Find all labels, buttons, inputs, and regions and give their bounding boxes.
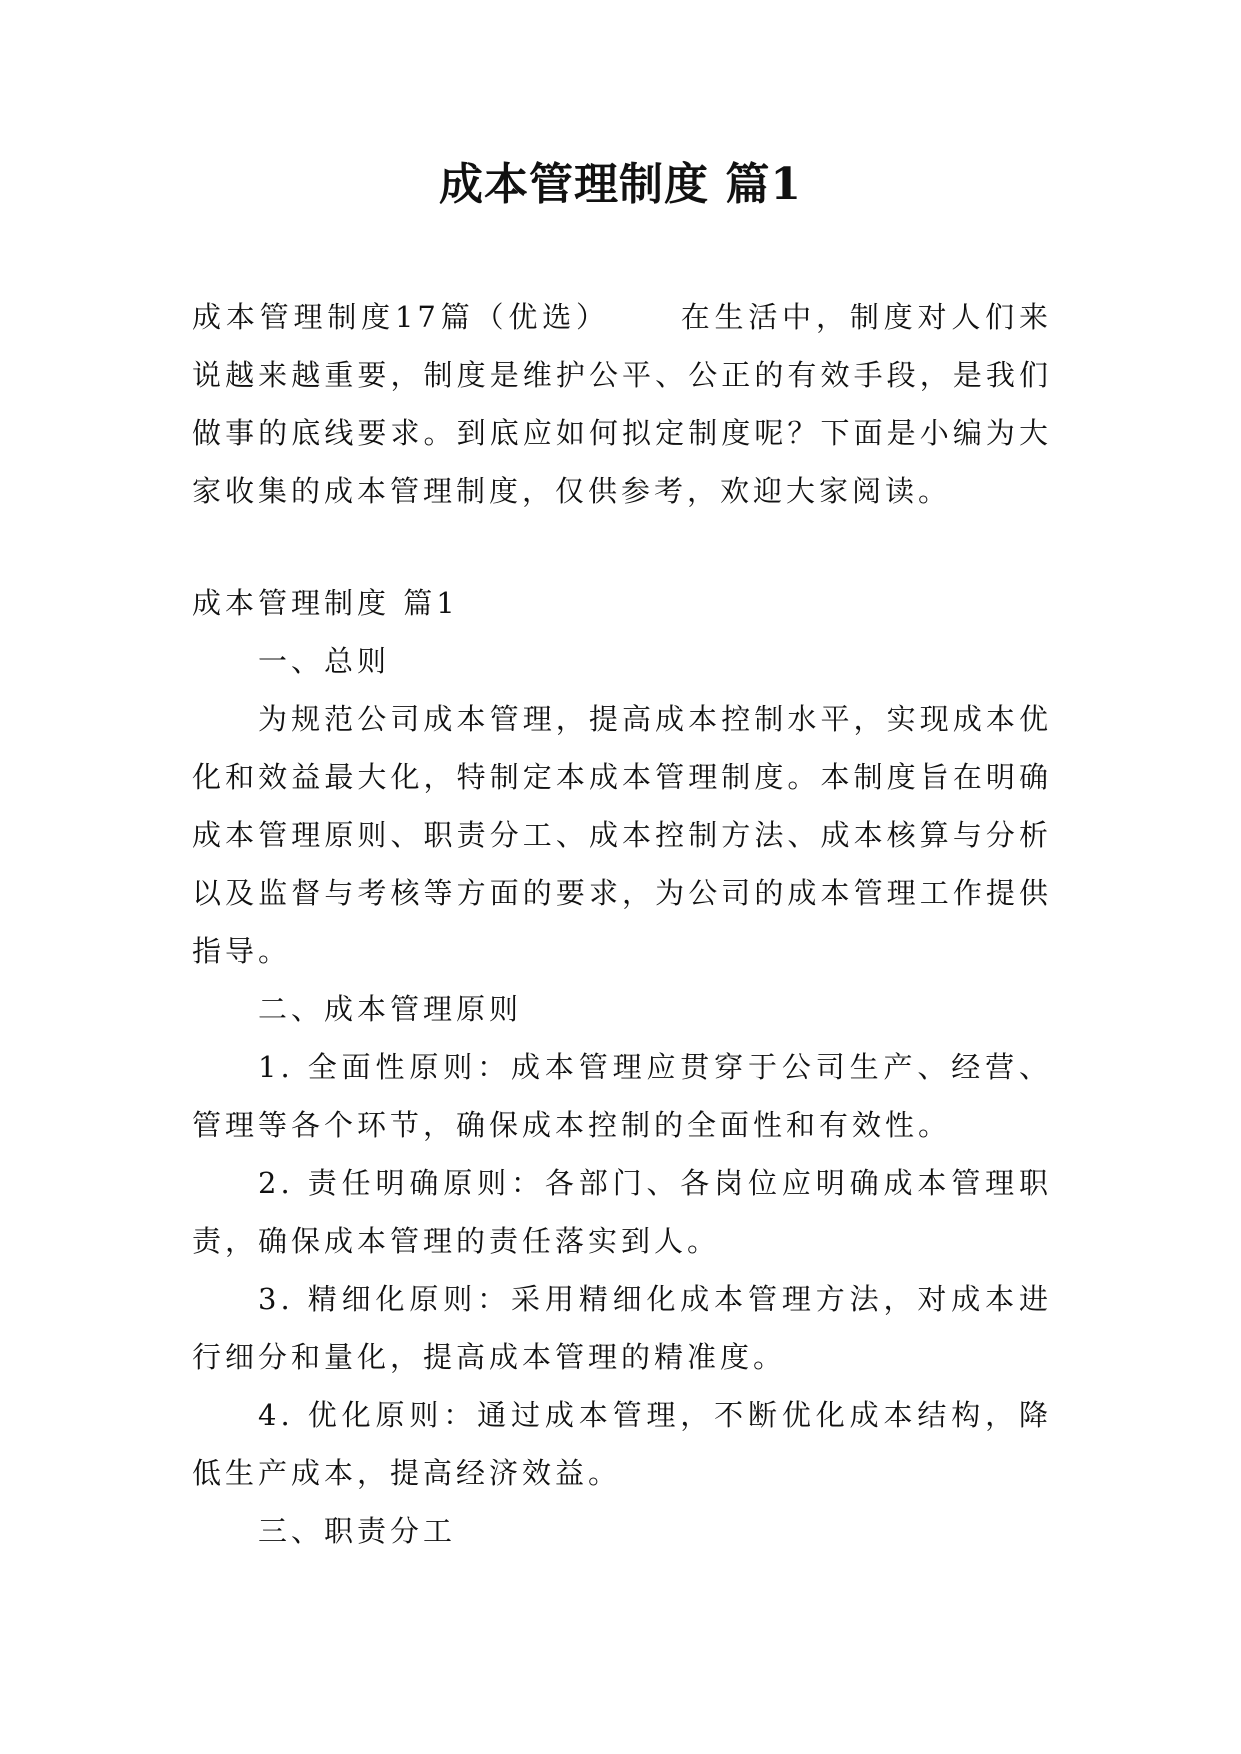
intro-title-text: 成本管理制度17篇（优选） — [192, 300, 610, 334]
intro-paragraph — [192, 288, 1052, 520]
heading-responsibilities: 三、职责分工 — [258, 1514, 457, 1548]
section-gap — [192, 520, 1052, 574]
heading-general: 一、总则 — [258, 644, 391, 678]
heading-principles: 二、成本管理原则 — [258, 992, 523, 1026]
principle-item-1: 1. 全面性原则：成本管理应贯穿于公司生产、经营、管理等各个环节，确保成本控制的全面性和有效性。 — [192, 1050, 1052, 1142]
intro-body-text: 在生活中，制度对人们来说越来越重要，制度是维护公平、公正的有效手段，是我们做事的底线要求。到底应如何拟定制度呢？下面是小编为大家收集的成本管理制度，仅供参考，欢迎大家阅读。 — [192, 300, 1052, 508]
principle-item-2: 2. 责任明确原则：各部门、各岗位应明确成本管理职责，确保成本管理的责任落实到人。 — [192, 1166, 1052, 1258]
document-body — [192, 288, 1052, 1560]
principle-item-4: 4. 优化原则：通过成本管理，不断优化成本结构，降低生产成本，提高经济效益。 — [192, 1398, 1052, 1490]
section-heading: 成本管理制度 篇1 — [192, 586, 459, 620]
paragraph-general-body: 为规范公司成本管理，提高成本控制水平，实现成本优化和效益最大化，特制定本成本管理制度。本制度旨在明确成本管理原则、职责分工、成本控制方法、成本核算与分析以及监督与考核等方面的要求，为公司的成本管理工作提供指导。 — [192, 702, 1052, 968]
document-title: 成本管理制度 篇1 — [439, 159, 802, 210]
principle-item-3: 3. 精细化原则：采用精细化成本管理方法，对成本进行细分和量化，提高成本管理的精准度。 — [192, 1282, 1052, 1374]
